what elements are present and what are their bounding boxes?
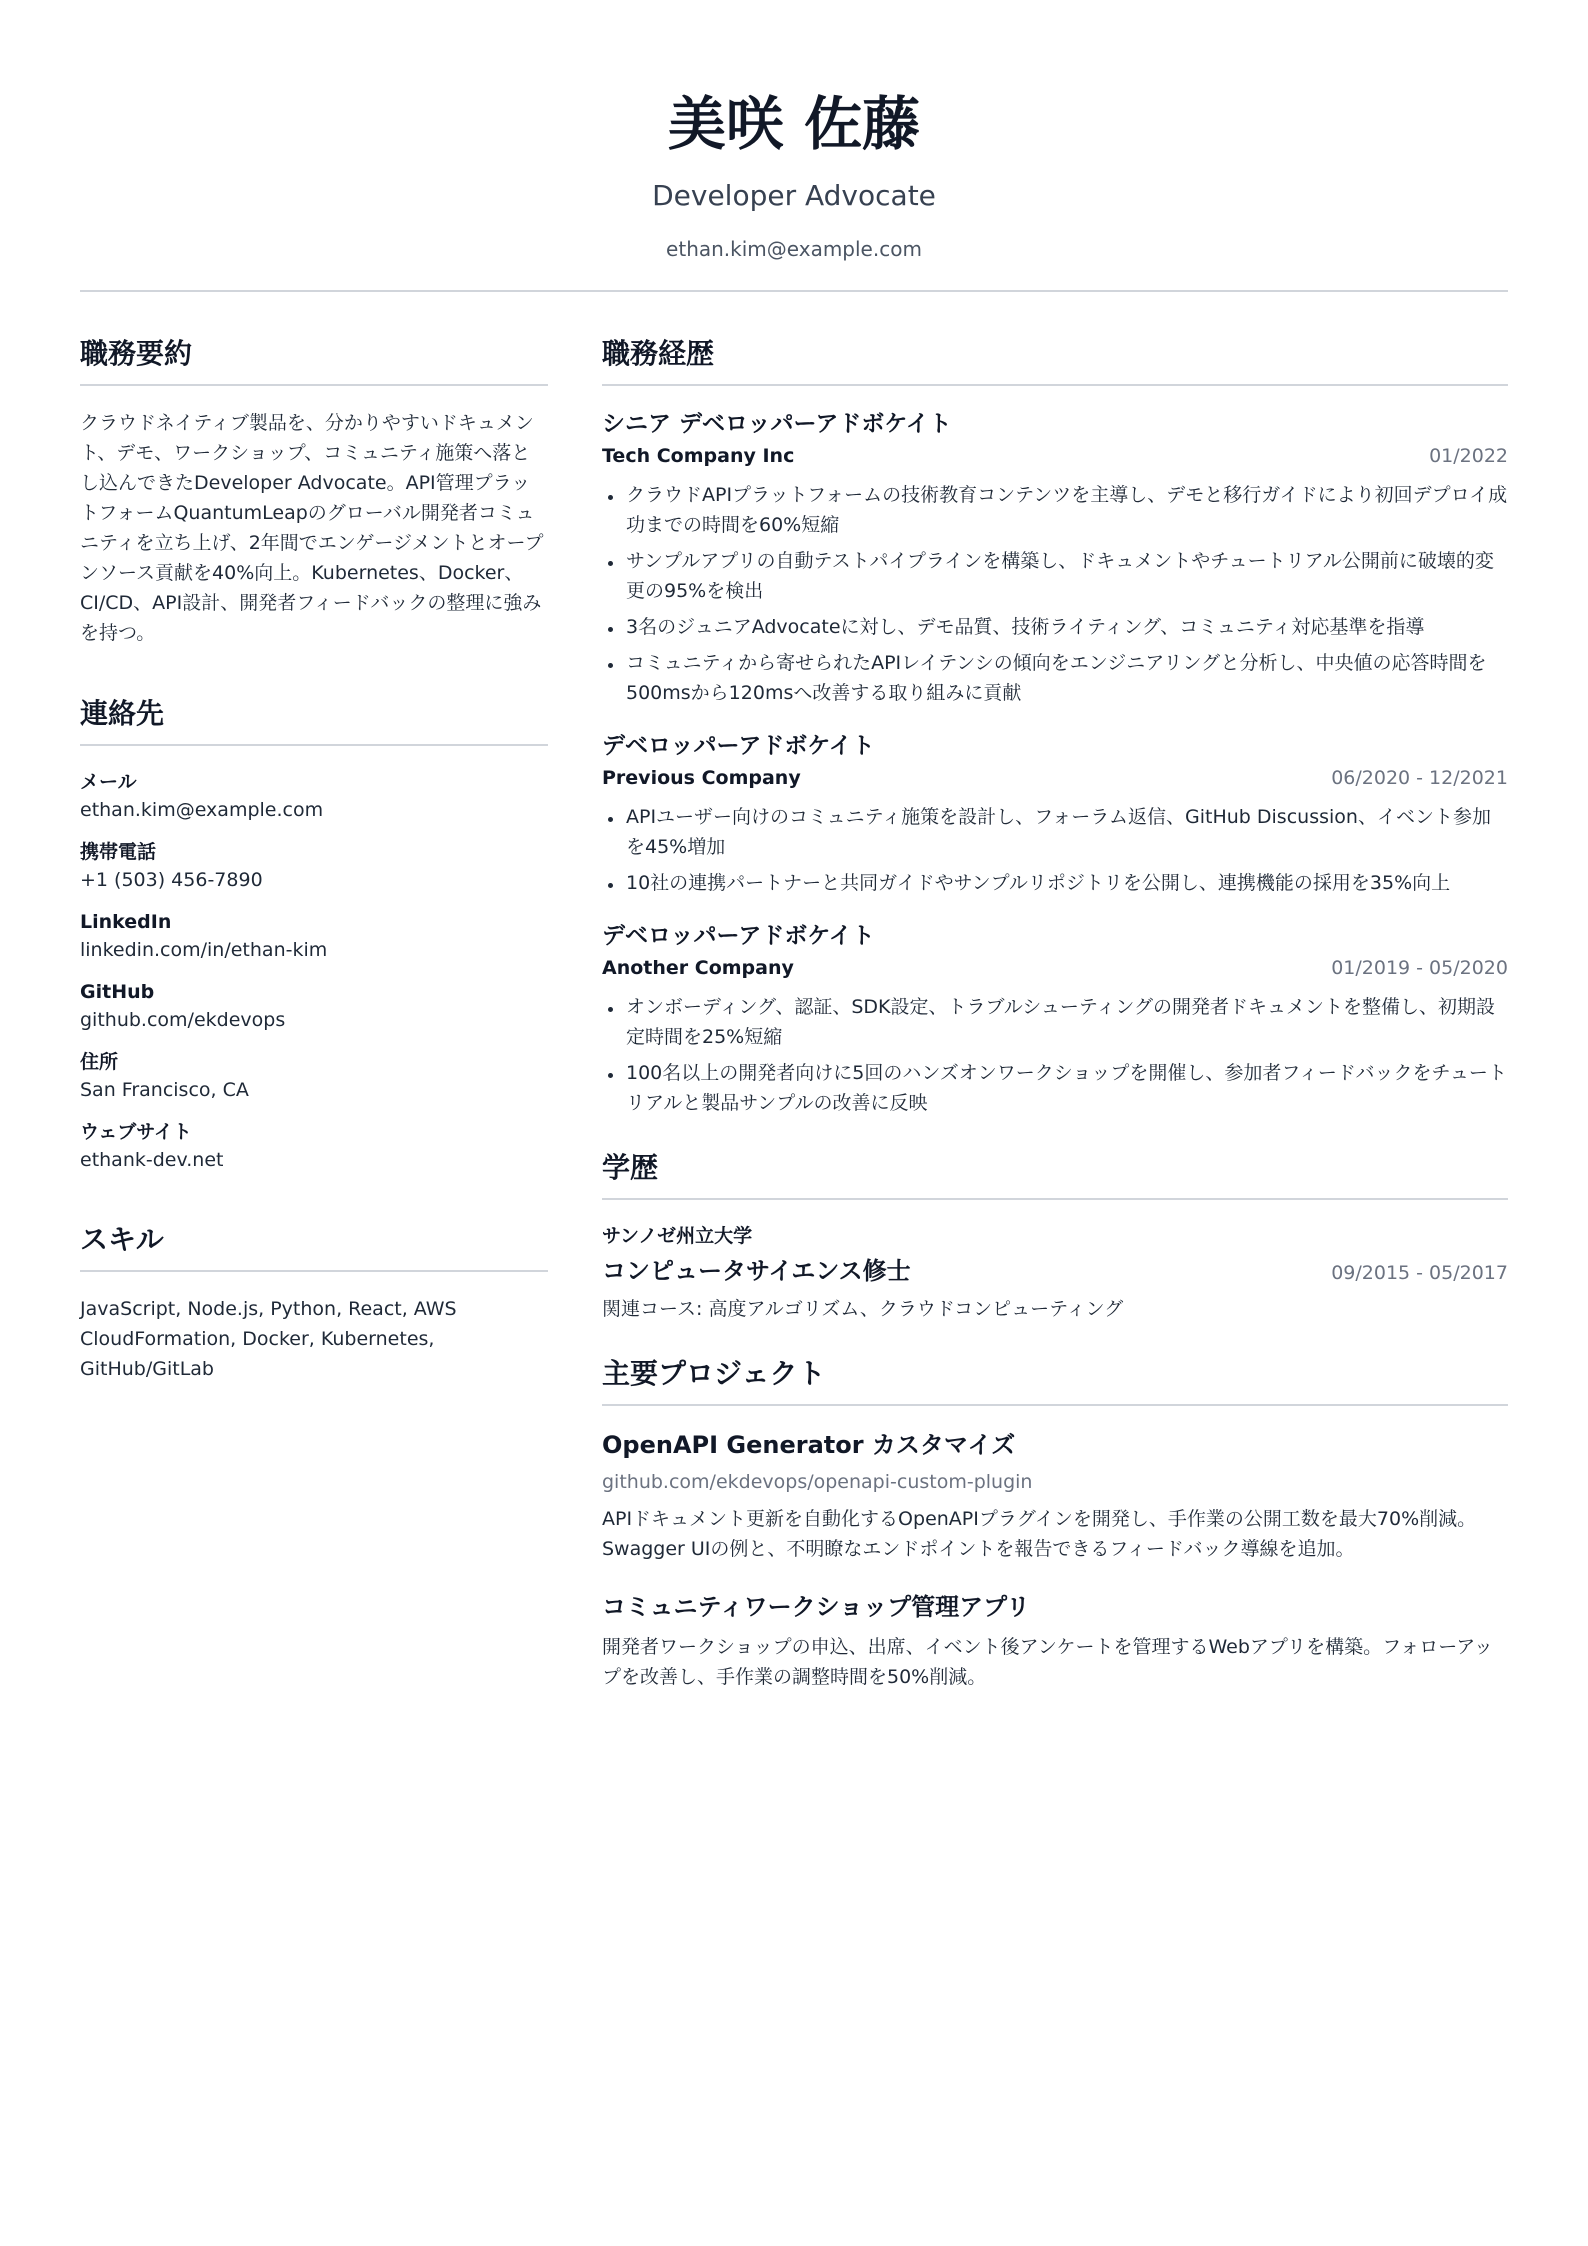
left-column [80, 336, 548, 1724]
summary-heading: 職務要約 [80, 336, 548, 386]
job-entry [602, 730, 1508, 898]
job-meta [602, 442, 1508, 470]
summary-text: クラウドネイティブ製品を、分かりやすいドキュメント、デモ、ワークショップ、コミュニティ施策へ落とし込んできたDeveloper Advocate。API管理プラットフォームQuantumLeapのグローバル開発者コミュニティを立ち上げ、2年間でエンゲージメントとオープンソース貢献を40%向上。Kubernetes、Docker、CI/CD、API設計、開発者フィードバックの整理に強みを持つ。 [80, 412, 544, 644]
contact-value-email[interactable]: ethan.kim@example.com [80, 799, 324, 821]
project-entry [602, 1590, 1508, 1692]
project-entry [602, 1428, 1508, 1564]
project-title: コミュニティワークショップ管理アプリ [602, 1593, 1031, 1621]
job-entry [602, 920, 1508, 1118]
job-bullet: サンプルアプリの自動テストパイプラインを構築し、ドキュメントやチュートリアル公開前に破壊的変更の95%を検出 [602, 546, 1508, 606]
project-link[interactable]: github.com/ekdevops/openapi-custom-plugin [602, 1471, 1033, 1493]
candidate-title: Developer Advocate [652, 179, 936, 212]
job-company: Another Company [602, 957, 794, 979]
contact-label-address: 住所 [80, 1051, 119, 1073]
job-bullet: 3名のジュニアAdvocateに対し、デモ品質、技術ライティング、コミュニティ対応基準を指導 [602, 612, 1508, 642]
header-divider [80, 290, 1508, 292]
job-dates: 01/2022 [1429, 445, 1508, 467]
skills-heading: スキル [80, 1222, 548, 1272]
contact-value-phone[interactable]: +1 (503) 456-7890 [80, 869, 263, 891]
contact-label-email: メール [80, 771, 137, 793]
skills-section [80, 1222, 548, 1384]
header-email[interactable]: ethan.kim@example.com [666, 237, 922, 261]
experience-section [602, 336, 1508, 1118]
job-title: デベロッパーアドボケイト [602, 733, 875, 759]
contact-value-website[interactable]: ethank-dev.net [80, 1149, 224, 1171]
job-bullets [602, 992, 1508, 1118]
project-title: OpenAPI Generator カスタマイズ [602, 1431, 1016, 1459]
job-meta [602, 954, 1508, 982]
education-courses: 関連コース: 高度アルゴリズム、クラウドコンピューティング [602, 1298, 1124, 1320]
right-column [602, 336, 1508, 1724]
job-company: Previous Company [602, 767, 801, 789]
candidate-name: 美咲 佐藤 [667, 90, 921, 158]
contact-value-linkedin[interactable]: linkedin.com/in/ethan-kim [80, 939, 328, 961]
job-meta [602, 764, 1508, 792]
job-title: シニア デベロッパーアドボケイト [602, 411, 952, 437]
contact-label-phone: 携帯電話 [80, 841, 157, 863]
contact-label-website: ウェブサイト [80, 1121, 192, 1143]
skills-text: JavaScript, Node.js, Python, React, AWS CloudFormation, Docker, Kubernetes, GitHub/GitLab [80, 1298, 457, 1380]
contact-section [80, 696, 548, 1174]
contact-value-address: San Francisco, CA [80, 1079, 249, 1101]
project-description: 開発者ワークショップの申込、出席、イベント後アンケートを管理するWebアプリを構築。フォローアップを改善し、手作業の調整時間を50%削減。 [602, 1636, 1493, 1688]
projects-heading: 主要プロジェクト [602, 1356, 1508, 1406]
education-row [602, 1254, 1508, 1288]
education-section [602, 1150, 1508, 1324]
job-bullets [602, 802, 1508, 898]
job-entry [602, 408, 1508, 708]
job-dates: 06/2020 - 12/2021 [1331, 767, 1508, 789]
job-bullet: オンボーディング、認証、SDK設定、トラブルシューティングの開発者ドキュメントを整備し、初期設定時間を25%短縮 [602, 992, 1508, 1052]
job-bullet: コミュニティから寄せられたAPIレイテンシの傾向をエンジニアリングと分析し、中央値の応答時間を500msから120msへ改善する取り組みに貢献 [602, 648, 1508, 708]
project-description: APIドキュメント更新を自動化するOpenAPIプラグインを開発し、手作業の公開工数を最大70%削減。Swagger UIの例と、不明瞭なエンドポイントを報告できるフィードバック導線を追加。 [602, 1508, 1477, 1560]
job-bullet: APIユーザー向けのコミュニティ施策を設計し、フォーラム返信、GitHub Discussion、イベント参加を45%増加 [602, 802, 1508, 862]
experience-heading: 職務経歴 [602, 336, 1508, 386]
resume-header [80, 0, 1508, 292]
job-title: デベロッパーアドボケイト [602, 923, 875, 949]
education-school: サンノゼ州立大学 [602, 1225, 753, 1247]
job-company: Tech Company Inc [602, 445, 795, 467]
projects-section [602, 1356, 1508, 1692]
job-bullet: クラウドAPIプラットフォームの技術教育コンテンツを主導し、デモと移行ガイドにより初回デプロイ成功までの時間を60%短縮 [602, 480, 1508, 540]
job-bullet: 10社の連携パートナーと共同ガイドやサンプルリポジトリを公開し、連携機能の採用を35%向上 [602, 868, 1508, 898]
education-degree: コンピュータサイエンス修士 [602, 1257, 911, 1285]
resume-columns [80, 336, 1508, 1724]
contact-value-github[interactable]: github.com/ekdevops [80, 1009, 286, 1031]
job-bullets [602, 480, 1508, 708]
job-dates: 01/2019 - 05/2020 [1331, 957, 1508, 979]
contact-heading: 連絡先 [80, 696, 548, 746]
job-bullet: 100名以上の開発者向けに5回のハンズオンワークショップを開催し、参加者フィードバックをチュートリアルと製品サンプルの改善に反映 [602, 1058, 1508, 1118]
summary-section [80, 336, 548, 648]
education-heading: 学歴 [602, 1150, 1508, 1200]
education-dates: 09/2015 - 05/2017 [1331, 1262, 1508, 1284]
contact-label-linkedin: LinkedIn [80, 911, 172, 933]
contact-label-github: GitHub [80, 981, 155, 1003]
